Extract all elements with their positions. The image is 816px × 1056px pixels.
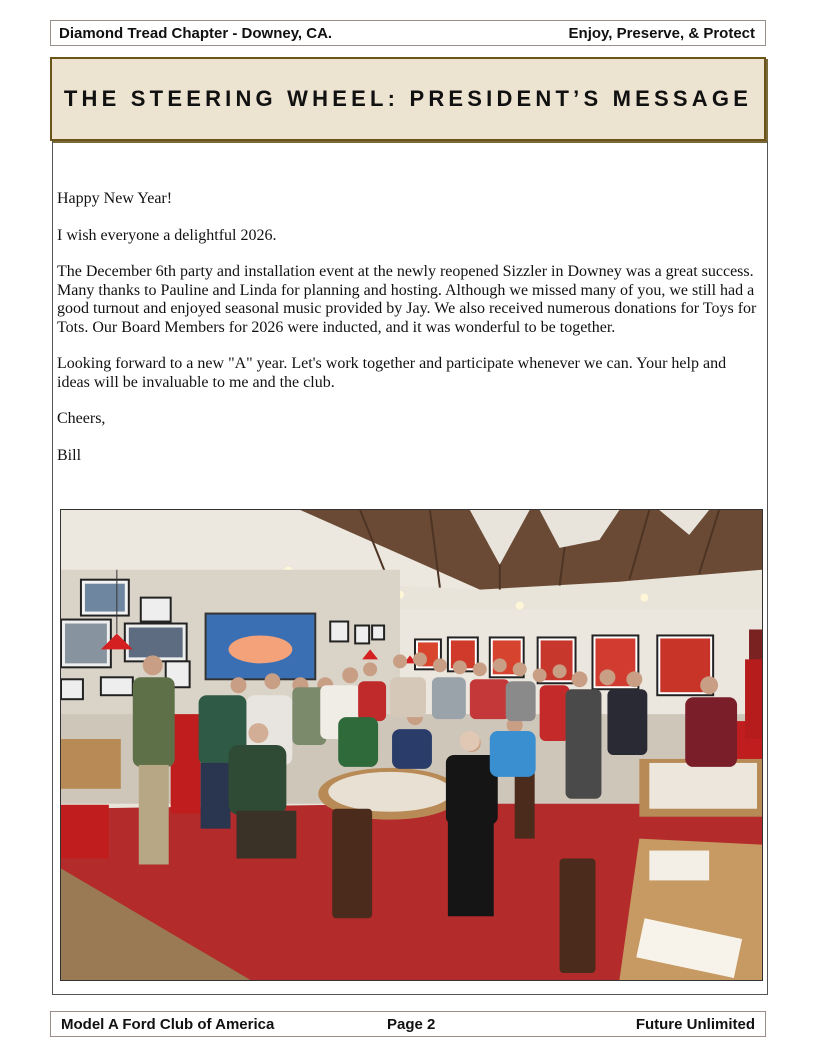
club-name: Model A Ford Club of America (61, 1016, 275, 1033)
president-message (57, 190, 761, 483)
chair (332, 809, 372, 919)
closing: Cheers, (57, 410, 106, 427)
event-paragraph: The December 6th party and installation event at the newly reopened Sizzler in Downey was a great success. Many thanks to Pauline and Linda for planning and hosting. Although we missed many of you, we still had a good turnout and enjoyed seasonal music provided by Jay. We also received numerous donations for Toys for Tots. Our Board Members for 2026 were inducted, and it was wonderful to be together. (57, 263, 757, 336)
wall-frame (101, 677, 133, 695)
wall-frame (355, 626, 369, 644)
page-footer (50, 1011, 766, 1037)
page-header (50, 20, 766, 46)
greeting: Happy New Year! (57, 190, 173, 207)
outlook-paragraph: Looking forward to a new "A" year. Let's work together and participate whenever we can. Your help and ideas will be invaluable to me and the club. (57, 355, 727, 391)
wall-frame (330, 622, 348, 642)
chair (560, 859, 596, 974)
section-title: THE STEERING WHEEL: PRESIDENT’S MESSAGE (50, 57, 766, 141)
wish-line: I wish everyone a delightful 2026. (57, 226, 277, 244)
wall-frame (372, 626, 384, 640)
chapter-name: Diamond Tread Chapter - Downey, CA. (59, 24, 333, 42)
wall-frame (61, 679, 83, 699)
left-booth (61, 805, 109, 859)
club-motto: Enjoy, Preserve, & Protect (568, 24, 755, 42)
page-number: Page 2 (387, 1016, 436, 1033)
footer-slogan: Future Unlimited (635, 1016, 755, 1033)
signature: Bill (57, 446, 82, 464)
wall-frame (141, 598, 171, 622)
group-photo (60, 509, 763, 981)
